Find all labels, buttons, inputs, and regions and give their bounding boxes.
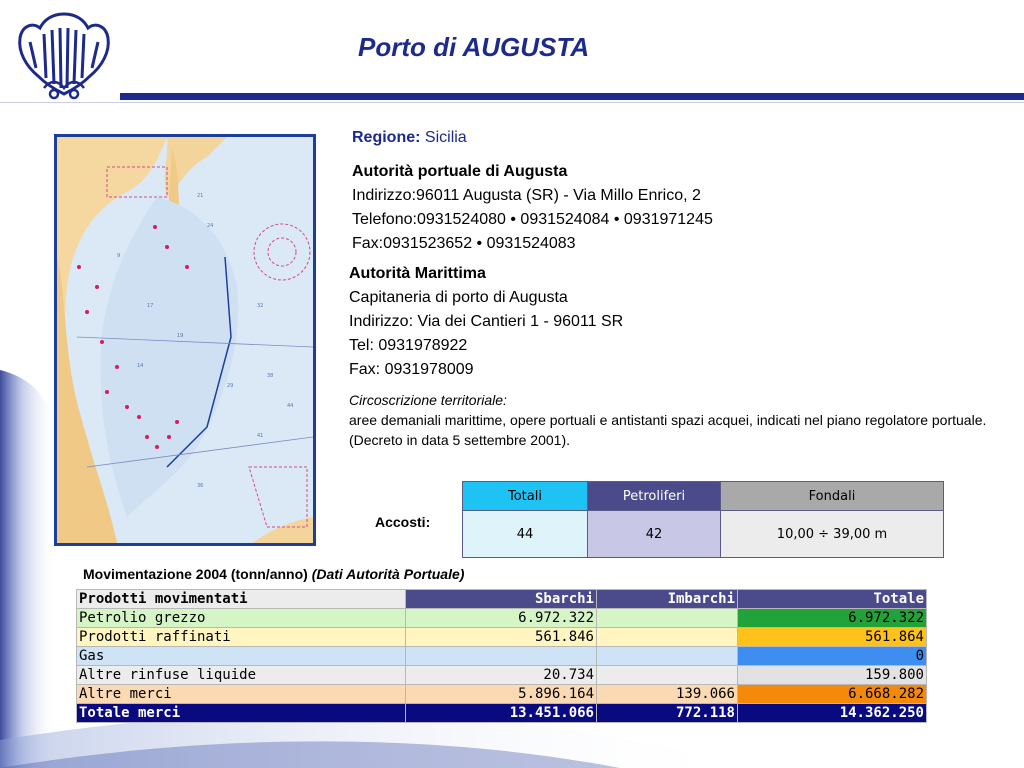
mov-cell-totale: 6.668.282 <box>738 685 927 704</box>
nautical-chart-image <box>54 134 316 546</box>
nautical-chart-icon <box>57 137 313 543</box>
mov-cell-imbarchi <box>597 628 738 647</box>
circoscrizione <box>349 390 999 450</box>
svg-text:44: 44 <box>287 403 294 409</box>
mov-cell-prodotto: Altre merci <box>77 685 406 704</box>
mov-header-sbarchi: Sbarchi <box>406 590 597 609</box>
table-row <box>77 666 927 685</box>
mov-cell-prodotto: Prodotti raffinati <box>77 628 406 647</box>
svg-text:36: 36 <box>197 483 204 489</box>
autorita-marittima-fax: Fax: 0931978009 <box>349 361 474 378</box>
accosti-value-petroliferi: 42 <box>588 511 721 558</box>
movimentazione-title <box>83 566 464 582</box>
mov-cell-totale: 561.864 <box>738 628 927 647</box>
mov-cell-totale: 6.972.322 <box>738 609 927 628</box>
svg-text:29: 29 <box>227 383 234 389</box>
autorita-portuale-indirizzo: Indirizzo:96011 Augusta (SR) - Via Millo Enrico, 2 <box>352 187 701 204</box>
mov-total-imbarchi: 772.118 <box>597 704 738 723</box>
svg-text:38: 38 <box>267 373 274 379</box>
mov-cell-totale: 0 <box>738 647 927 666</box>
mov-cell-imbarchi: 139.066 <box>597 685 738 704</box>
title-underline <box>120 93 1024 100</box>
regione-value: Sicilia <box>424 129 467 146</box>
accosti-header-totali: Totali <box>463 482 588 511</box>
accosti-header-petroliferi: Petroliferi <box>588 482 721 511</box>
mov-cell-sbarchi: 20.734 <box>406 666 597 685</box>
mov-total-sbarchi: 13.451.066 <box>406 704 597 723</box>
autorita-portuale <box>352 160 713 256</box>
autorita-marittima-indirizzo: Indirizzo: Via dei Cantieri 1 - 96011 SR <box>349 313 624 330</box>
movimentazione-source: (Dati Autorità Portuale) <box>311 566 465 582</box>
regione-row <box>352 127 1002 149</box>
regione-label: Regione: <box>352 129 421 146</box>
table-row <box>77 647 927 666</box>
svg-text:19: 19 <box>177 333 184 339</box>
mov-total-row <box>77 704 927 723</box>
mov-cell-totale: 159.800 <box>738 666 927 685</box>
circoscrizione-decreto: (Decreto in data 5 settembre 2001). <box>349 432 571 448</box>
table-row <box>77 609 927 628</box>
port-info <box>352 127 1002 149</box>
mov-cell-sbarchi: 5.896.164 <box>406 685 597 704</box>
mov-cell-prodotto: Petrolio grezzo <box>77 609 406 628</box>
title-divider <box>0 102 1024 103</box>
mov-cell-prodotto: Altre rinfuse liquide <box>77 666 406 685</box>
autorita-marittima-capitaneria: Capitaneria di porto di Augusta <box>349 289 568 306</box>
mov-header-imbarchi: Imbarchi <box>597 590 738 609</box>
mov-header-prodotti: Prodotti movimentati <box>77 590 406 609</box>
autorita-portuale-fax: Fax:0931523652 • 0931524083 <box>352 235 576 252</box>
svg-text:32: 32 <box>257 303 264 309</box>
table-row <box>77 628 927 647</box>
svg-text:21: 21 <box>197 193 204 199</box>
circoscrizione-text: aree demaniali marittime, opere portuali e antistanti spazi acquei, indicati nel piano regolatore portuale. <box>349 412 987 428</box>
accosti-value-row <box>463 511 944 558</box>
accosti-table <box>462 481 944 558</box>
accosti-label: Accosti: <box>375 514 431 530</box>
svg-text:14: 14 <box>137 363 144 369</box>
mov-cell-sbarchi <box>406 647 597 666</box>
accosti-value-fondali: 10,00 ÷ 39,00 m <box>721 511 944 558</box>
page-title: Porto di AUGUSTA <box>358 32 590 62</box>
autorita-marittima-tel: Tel: 0931978922 <box>349 337 468 354</box>
svg-text:9: 9 <box>117 253 121 259</box>
mov-cell-imbarchi <box>597 647 738 666</box>
autorita-marittima-name: Autorità Marittima <box>349 265 486 282</box>
mov-total-label: Totale merci <box>77 704 406 723</box>
accosti-value-totali: 44 <box>463 511 588 558</box>
autorita-portuale-name: Autorità portuale di Augusta <box>352 163 568 180</box>
table-row <box>77 685 927 704</box>
mov-cell-imbarchi <box>597 666 738 685</box>
accosti-header-fondali: Fondali <box>721 482 944 511</box>
mov-header-row <box>77 590 927 609</box>
mov-total-totale: 14.362.250 <box>738 704 927 723</box>
mov-header-totale: Totale <box>738 590 927 609</box>
circoscrizione-label: Circoscrizione territoriale: <box>349 392 507 408</box>
mov-cell-prodotto: Gas <box>77 647 406 666</box>
svg-text:17: 17 <box>147 303 154 309</box>
mov-cell-sbarchi: 561.846 <box>406 628 597 647</box>
eagle-crest-logo <box>14 8 114 100</box>
autorita-portuale-telefono: Telefono:0931524080 • 0931524084 • 0931971245 <box>352 211 713 228</box>
autorita-marittima <box>349 262 623 382</box>
movimentazione-table <box>76 589 927 723</box>
accosti-header-row <box>463 482 944 511</box>
svg-text:24: 24 <box>207 223 214 229</box>
mov-cell-sbarchi: 6.972.322 <box>406 609 597 628</box>
mov-cell-imbarchi <box>597 609 738 628</box>
movimentazione-title-text: Movimentazione 2004 (tonn/anno) <box>83 566 308 582</box>
svg-text:41: 41 <box>257 433 264 439</box>
